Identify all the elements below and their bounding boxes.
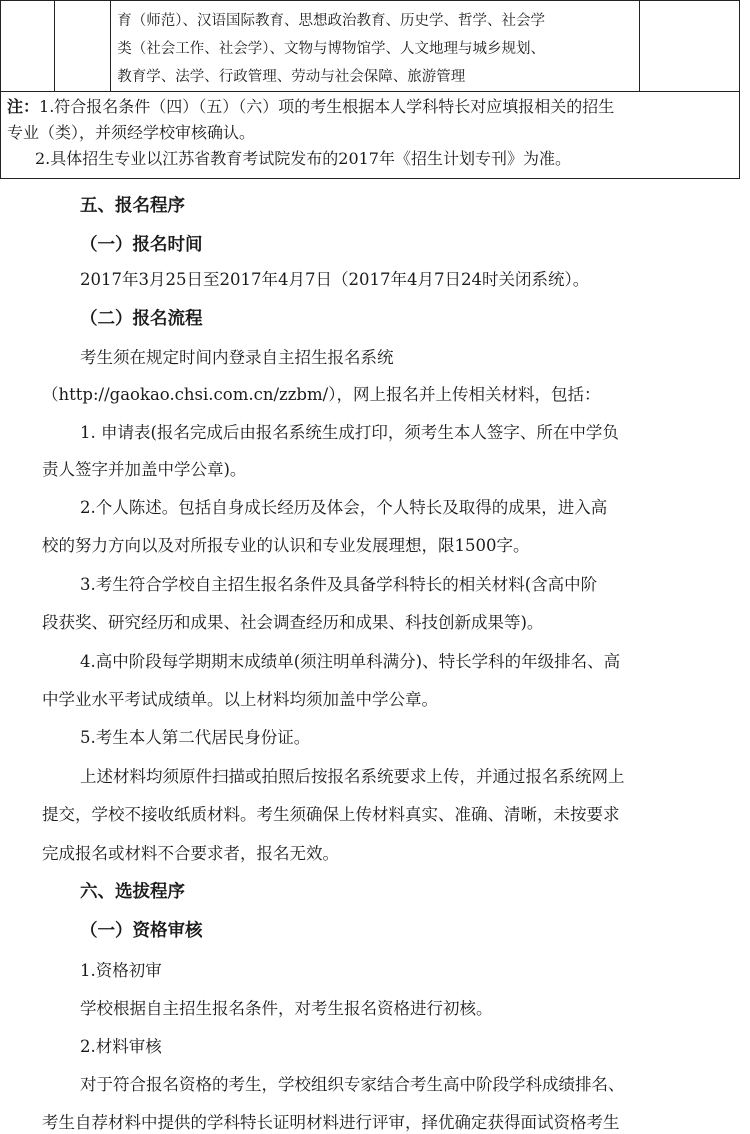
program-line: 类（社会工作、社会学）、文物与博物馆学、人文地理与城乡规划、 xyxy=(117,41,545,57)
paragraph: 考生须在规定时间内登录自主招生报名系统 xyxy=(80,348,394,367)
list-item: 2.个人陈述。包括自身成长经历及体会，个人特长及取得的成果，进入高 xyxy=(80,498,608,517)
note-line: 专业（类），并须经学校审核确认。 xyxy=(7,123,256,142)
paragraph: 上述材料均须原件扫描或拍照后按报名系统要求上传，并通过报名系统网上 xyxy=(80,767,625,786)
program-list-cell xyxy=(111,1,640,92)
table-note xyxy=(1,92,740,179)
program-line: 育（师范）、汉语国际教育、思想政治教育、历史学、哲学、社会学 xyxy=(117,13,545,29)
paragraph: 完成报名或材料不合要求者，报名无效。 xyxy=(42,844,339,863)
paragraph: 提交，学校不接收纸质材料。考生须确保上传材料真实、准确、清晰，未按要求 xyxy=(42,805,620,824)
note-line: 注：1.符合报名条件（四）（五）（六）项的考生根据本人学科特长对应填报相关的招生 xyxy=(7,97,615,116)
table-cell xyxy=(640,1,740,92)
table-cell xyxy=(1,1,55,92)
table-note-row xyxy=(1,92,740,179)
table-cell xyxy=(54,1,111,92)
subsection-heading: （一）报名时间 xyxy=(80,235,203,255)
list-item: 1. 申请表(报名完成后由报名系统生成打印，须考生本人签字、所在中学负 xyxy=(80,423,619,442)
subsection-heading: （一）资格审核 xyxy=(80,921,203,941)
table-row xyxy=(1,1,740,92)
section-heading: 五、报名程序 xyxy=(80,196,185,216)
list-item: 4.高中阶段每学期期末成绩单(须注明单科满分)、特长学科的年级排名、高 xyxy=(80,652,621,671)
paragraph: 学校根据自主招生报名条件，对考生报名资格进行初核。 xyxy=(80,999,493,1018)
paragraph: 考生自荐材料中提供的学科特长证明材料进行评审，择优确定获得面试资格考生 xyxy=(42,1113,620,1132)
paragraph: （http://gaokao.chsi.com.cn/zzbm/），网上报名并上传相关材料，包括： xyxy=(42,385,601,404)
list-item: 段获奖、研究经历和成果、社会调查经历和成果、科技创新成果等)。 xyxy=(42,613,544,632)
note-line: 2.具体招生专业以江苏省教育考试院发布的2017年《招生计划专刊》为准。 xyxy=(35,149,571,168)
list-item: 校的努力方向以及对所报专业的认识和专业发展理想，限1500字。 xyxy=(42,536,530,555)
list-item: 5.考生本人第二代居民身份证。 xyxy=(80,728,311,747)
list-item: 3.考生符合学校自主招生报名条件及具备学科特长的相关材料(含高中阶 xyxy=(80,575,598,594)
paragraph: 对于符合报名资格的考生，学校组织专家结合考生高中阶段学科成绩排名、 xyxy=(80,1075,625,1094)
step-title: 1.资格初审 xyxy=(80,961,162,980)
note-label: 注： xyxy=(7,97,40,116)
paragraph: 2017年3月25日至2017年4月7日（2017年4月7日24时关闭系统）。 xyxy=(80,270,590,289)
program-table xyxy=(0,0,740,179)
step-title: 2.材料审核 xyxy=(80,1037,162,1056)
program-line: 教育学、法学、行政管理、劳动与社会保障、旅游管理 xyxy=(117,69,466,85)
list-item: 责人签字并加盖中学公章)。 xyxy=(42,460,247,479)
section-heading: 六、选拔程序 xyxy=(80,882,185,902)
list-item: 中学业水平考试成绩单。以上材料均须加盖中学公章。 xyxy=(42,690,438,709)
subsection-heading: （二）报名流程 xyxy=(80,309,203,329)
